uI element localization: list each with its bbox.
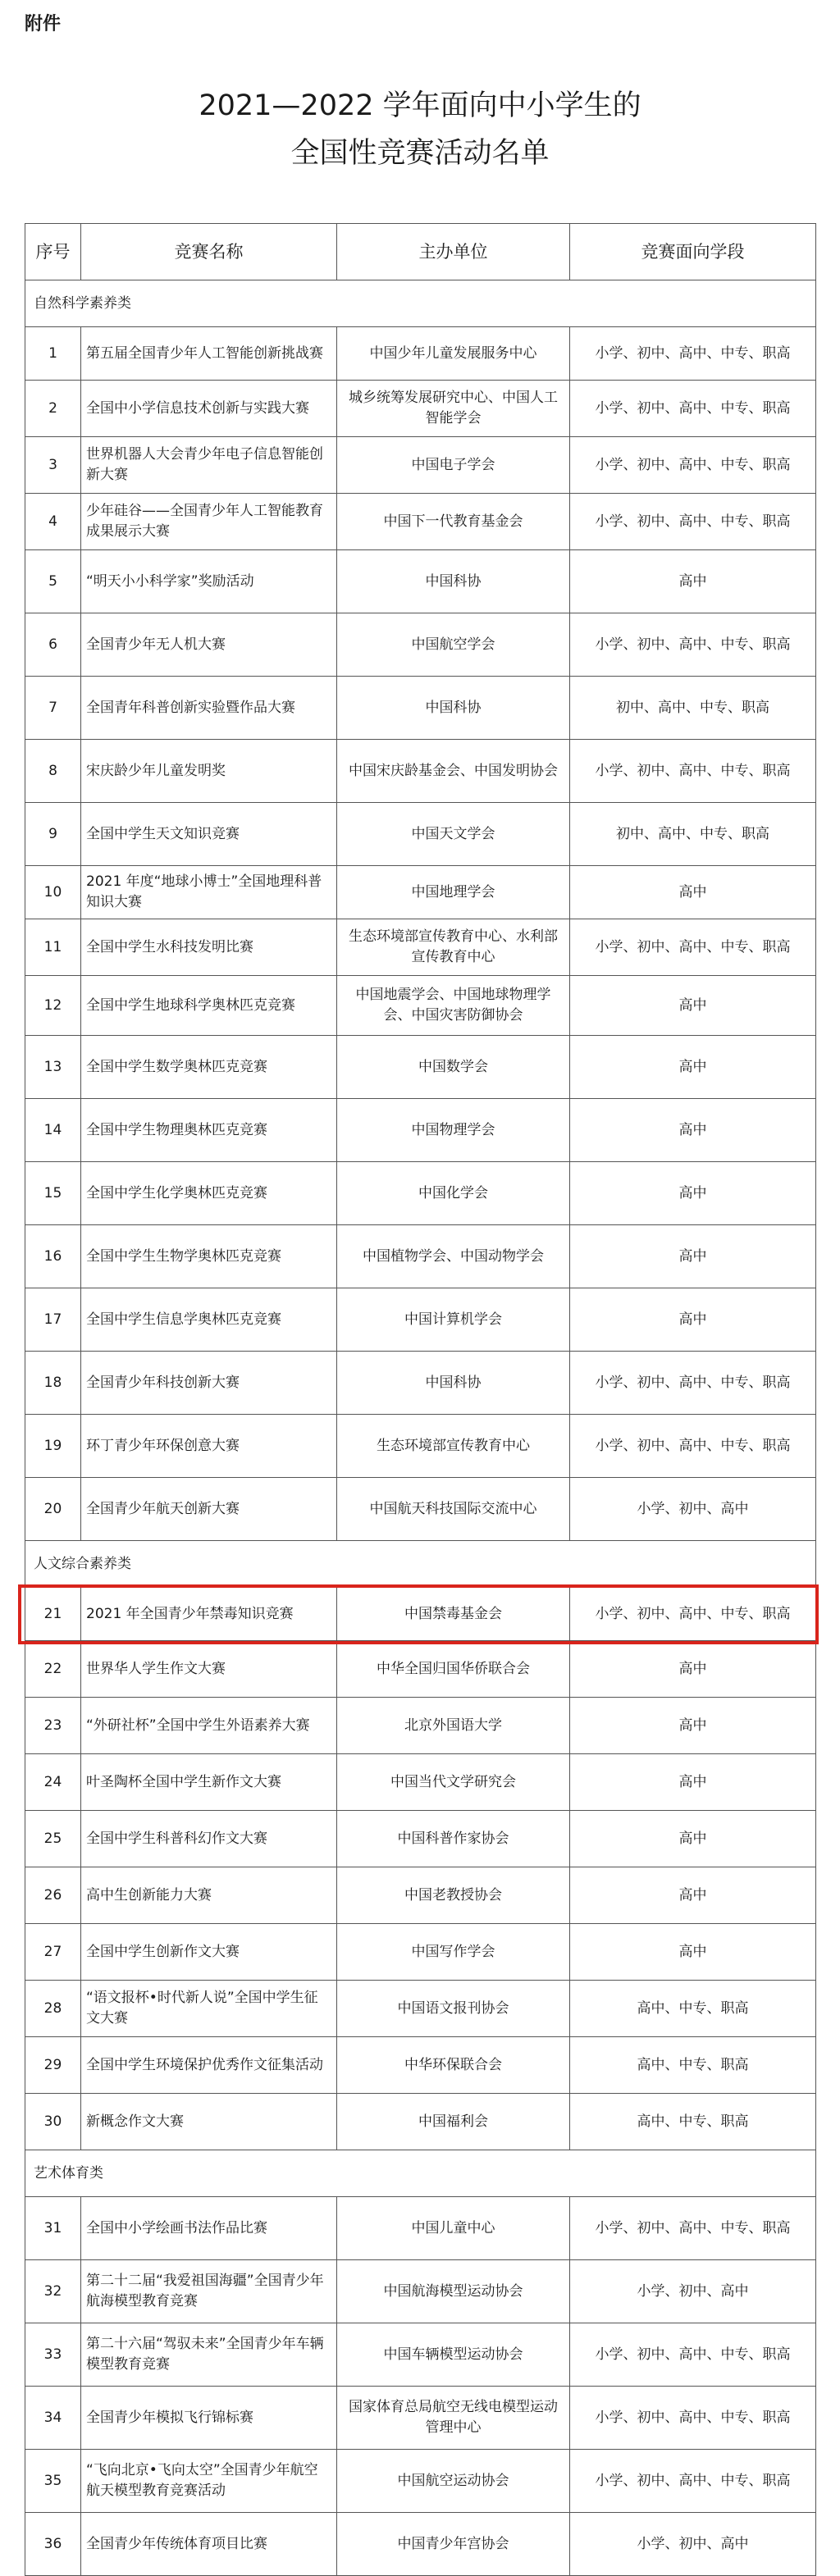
cell-level: 小学、初中、高中、中专、职高	[570, 2387, 816, 2450]
cell-organizer: 中国写作学会	[337, 1924, 570, 1981]
cell-number: 22	[25, 1641, 81, 1698]
cell-number: 27	[25, 1924, 81, 1981]
table-row	[25, 613, 816, 677]
cell-organizer: 中国电子学会	[337, 437, 570, 494]
cell-number: 9	[25, 803, 81, 866]
category-row	[25, 1541, 816, 1588]
cell-level: 小学、初中、高中、中专、职高	[570, 2197, 816, 2260]
table-row	[25, 866, 816, 919]
cell-competition-name: 全国中学生数学奥林匹克竞赛	[81, 1036, 337, 1099]
table-row	[25, 1924, 816, 1981]
category-row	[25, 2150, 816, 2197]
table-row	[25, 2450, 816, 2513]
cell-number: 31	[25, 2197, 81, 2260]
table-row	[25, 740, 816, 803]
cell-competition-name: “语文报杯•时代新人说”全国中学生征文大赛	[81, 1981, 337, 2037]
title-line-1: 2021—2022 学年面向中小学生的	[199, 89, 641, 122]
cell-competition-name: 第二十二届“我爱祖国海疆”全国青少年航海模型教育竞赛	[81, 2260, 337, 2323]
table-row	[25, 1415, 816, 1478]
table-row	[25, 1867, 816, 1924]
title-line-2: 全国性竞赛活动名单	[290, 137, 550, 170]
cell-number: 32	[25, 2260, 81, 2323]
cell-organizer: 中国植物学会、中国动物学会	[337, 1225, 570, 1288]
table-row	[25, 1162, 816, 1225]
category-row	[25, 280, 816, 327]
cell-competition-name: 全国中学生科普科幻作文大赛	[81, 1811, 337, 1867]
table-row	[25, 1099, 816, 1162]
cell-level: 小学、初中、高中	[570, 2513, 816, 2576]
cell-level: 高中	[570, 976, 816, 1036]
cell-number: 19	[25, 1415, 81, 1478]
cell-organizer: 北京外国语大学	[337, 1698, 570, 1754]
cell-competition-name: 新概念作文大赛	[81, 2094, 337, 2150]
table-row	[25, 2037, 816, 2094]
cell-number: 7	[25, 677, 81, 740]
cell-competition-name: “明天小小科学家”奖励活动	[81, 550, 337, 613]
cell-organizer: 中国科协	[337, 550, 570, 613]
table-row	[25, 550, 816, 613]
cell-number: 4	[25, 494, 81, 550]
cell-level: 高中、中专、职高	[570, 2094, 816, 2150]
cell-competition-name: 全国青年科普创新实验暨作品大赛	[81, 677, 337, 740]
cell-organizer: 中国航空运动协会	[337, 2450, 570, 2513]
cell-competition-name: 全国中小学信息技术创新与实践大赛	[81, 381, 337, 437]
cell-competition-name: 世界华人学生作文大赛	[81, 1641, 337, 1698]
table-row	[25, 919, 816, 976]
cell-competition-name: “飞向北京•飞向太空”全国青少年航空航天模型教育竞赛活动	[81, 2450, 337, 2513]
table-row	[25, 803, 816, 866]
competition-table	[25, 223, 816, 2576]
cell-competition-name: 宋庆龄少年儿童发明奖	[81, 740, 337, 803]
cell-competition-name: 2021 年度“地球小博士”全国地理科普知识大赛	[81, 866, 337, 919]
cell-organizer: 城乡统筹发展研究中心、中国人工智能学会	[337, 381, 570, 437]
table-row	[25, 1641, 816, 1698]
cell-competition-name: 叶圣陶杯全国中学生新作文大赛	[81, 1754, 337, 1811]
table-row	[25, 1588, 816, 1641]
cell-number: 8	[25, 740, 81, 803]
cell-organizer: 中国航天科技国际交流中心	[337, 1478, 570, 1541]
cell-number: 34	[25, 2387, 81, 2450]
table-row	[25, 1478, 816, 1541]
cell-level: 高中、中专、职高	[570, 1981, 816, 2037]
cell-number: 1	[25, 327, 81, 381]
cell-competition-name: 全国青少年航天创新大赛	[81, 1478, 337, 1541]
table-row	[25, 976, 816, 1036]
table-row	[25, 2513, 816, 2576]
category-label: 自然科学素养类	[25, 280, 816, 327]
cell-competition-name: “外研社杯”全国中学生外语素养大赛	[81, 1698, 337, 1754]
cell-organizer: 中国航海模型运动协会	[337, 2260, 570, 2323]
cell-level: 小学、初中、高中、中专、职高	[570, 1588, 816, 1641]
cell-competition-name: 第五届全国青少年人工智能创新挑战赛	[81, 327, 337, 381]
cell-organizer: 中国航空学会	[337, 613, 570, 677]
cell-competition-name: 全国中学生创新作文大赛	[81, 1924, 337, 1981]
cell-number: 11	[25, 919, 81, 976]
cell-number: 12	[25, 976, 81, 1036]
cell-organizer: 中国语文报刊协会	[337, 1981, 570, 2037]
cell-organizer: 中国科普作家协会	[337, 1811, 570, 1867]
cell-level: 高中	[570, 1754, 816, 1811]
cell-competition-name: 第二十六届“驾驭未来”全国青少年车辆模型教育竞赛	[81, 2323, 337, 2387]
cell-organizer: 中国禁毒基金会	[337, 1588, 570, 1641]
cell-competition-name: 全国青少年无人机大赛	[81, 613, 337, 677]
cell-organizer: 中国儿童中心	[337, 2197, 570, 2260]
table-row	[25, 1754, 816, 1811]
cell-level: 高中	[570, 1162, 816, 1225]
cell-organizer: 中国宋庆龄基金会、中国发明协会	[337, 740, 570, 803]
cell-level: 高中	[570, 1099, 816, 1162]
table-row	[25, 677, 816, 740]
cell-organizer: 中国数学会	[337, 1036, 570, 1099]
cell-number: 24	[25, 1754, 81, 1811]
table-row	[25, 1698, 816, 1754]
cell-number: 18	[25, 1352, 81, 1415]
cell-competition-name: 高中生创新能力大赛	[81, 1867, 337, 1924]
cell-organizer: 中华环保联合会	[337, 2037, 570, 2094]
cell-organizer: 中国地理学会	[337, 866, 570, 919]
cell-level: 小学、初中、高中、中专、职高	[570, 919, 816, 976]
cell-organizer: 中国车辆模型运动协会	[337, 2323, 570, 2387]
cell-competition-name: 全国中学生水科技发明比赛	[81, 919, 337, 976]
category-label: 艺术体育类	[25, 2150, 816, 2197]
cell-level: 小学、初中、高中、中专、职高	[570, 740, 816, 803]
cell-level: 高中	[570, 1698, 816, 1754]
table-row	[25, 1811, 816, 1867]
cell-organizer: 中华全国归国华侨联合会	[337, 1641, 570, 1698]
header-name: 竞赛名称	[81, 224, 337, 280]
cell-competition-name: 全国青少年传统体育项目比赛	[81, 2513, 337, 2576]
table-body	[25, 280, 816, 2576]
cell-organizer: 中国地震学会、中国地球物理学会、中国灾害防御协会	[337, 976, 570, 1036]
category-label: 人文综合素养类	[25, 1541, 816, 1588]
cell-number: 29	[25, 2037, 81, 2094]
cell-number: 21	[25, 1588, 81, 1641]
header-org: 主办单位	[337, 224, 570, 280]
cell-number: 6	[25, 613, 81, 677]
table-row	[25, 2260, 816, 2323]
cell-organizer: 生态环境部宣传教育中心	[337, 1415, 570, 1478]
cell-level: 小学、初中、高中、中专、职高	[570, 1415, 816, 1478]
cell-level: 初中、高中、中专、职高	[570, 803, 816, 866]
cell-competition-name: 全国中小学绘画书法作品比赛	[81, 2197, 337, 2260]
cell-level: 小学、初中、高中、中专、职高	[570, 2323, 816, 2387]
cell-level: 高中	[570, 1867, 816, 1924]
cell-competition-name: 全国中学生化学奥林匹克竞赛	[81, 1162, 337, 1225]
cell-number: 33	[25, 2323, 81, 2387]
cell-level: 高中	[570, 1924, 816, 1981]
cell-level: 高中	[570, 1288, 816, 1352]
cell-organizer: 中国福利会	[337, 2094, 570, 2150]
cell-number: 10	[25, 866, 81, 919]
table-row	[25, 2094, 816, 2150]
table-header-row	[25, 224, 816, 280]
cell-competition-name: 世界机器人大会青少年电子信息智能创新大赛	[81, 437, 337, 494]
cell-level: 小学、初中、高中、中专、职高	[570, 327, 816, 381]
cell-number: 5	[25, 550, 81, 613]
cell-number: 20	[25, 1478, 81, 1541]
table-row	[25, 327, 816, 381]
cell-level: 高中	[570, 1811, 816, 1867]
cell-number: 3	[25, 437, 81, 494]
cell-level: 初中、高中、中专、职高	[570, 677, 816, 740]
cell-number: 13	[25, 1036, 81, 1099]
cell-competition-name: 少年硅谷——全国青少年人工智能教育成果展示大赛	[81, 494, 337, 550]
cell-number: 2	[25, 381, 81, 437]
cell-organizer: 中国科协	[337, 1352, 570, 1415]
cell-organizer: 中国青少年宫协会	[337, 2513, 570, 2576]
cell-level: 小学、初中、高中	[570, 2260, 816, 2323]
table-row	[25, 494, 816, 550]
cell-competition-name: 全国中学生物理奥林匹克竞赛	[81, 1099, 337, 1162]
cell-number: 16	[25, 1225, 81, 1288]
cell-level: 高中	[570, 550, 816, 613]
cell-competition-name: 全国青少年科技创新大赛	[81, 1352, 337, 1415]
cell-competition-name: 全国青少年模拟飞行锦标赛	[81, 2387, 337, 2450]
cell-organizer: 中国老教授协会	[337, 1867, 570, 1924]
cell-level: 高中	[570, 1641, 816, 1698]
cell-competition-name: 环丁青少年环保创意大赛	[81, 1415, 337, 1478]
cell-level: 小学、初中、高中、中专、职高	[570, 613, 816, 677]
cell-organizer: 中国下一代教育基金会	[337, 494, 570, 550]
table-row	[25, 437, 816, 494]
cell-organizer: 中国计算机学会	[337, 1288, 570, 1352]
table-row	[25, 1981, 816, 2037]
cell-level: 小学、初中、高中、中专、职高	[570, 381, 816, 437]
cell-number: 17	[25, 1288, 81, 1352]
cell-number: 26	[25, 1867, 81, 1924]
cell-organizer: 中国当代文学研究会	[337, 1754, 570, 1811]
table-row	[25, 1288, 816, 1352]
cell-level: 高中	[570, 1036, 816, 1099]
table-row	[25, 381, 816, 437]
table-row	[25, 1352, 816, 1415]
cell-level: 小学、初中、高中、中专、职高	[570, 1352, 816, 1415]
cell-organizer: 中国化学会	[337, 1162, 570, 1225]
cell-organizer: 中国天文学会	[337, 803, 570, 866]
cell-number: 35	[25, 2450, 81, 2513]
table-row	[25, 2197, 816, 2260]
cell-number: 36	[25, 2513, 81, 2576]
cell-competition-name: 全国中学生天文知识竞赛	[81, 803, 337, 866]
cell-number: 28	[25, 1981, 81, 2037]
cell-level: 小学、初中、高中、中专、职高	[570, 437, 816, 494]
cell-organizer: 生态环境部宣传教育中心、水利部宣传教育中心	[337, 919, 570, 976]
cell-competition-name: 全国中学生生物学奥林匹克竞赛	[81, 1225, 337, 1288]
cell-level: 小学、初中、高中、中专、职高	[570, 2450, 816, 2513]
cell-competition-name: 全国中学生地球科学奥林匹克竞赛	[81, 976, 337, 1036]
cell-competition-name: 全国中学生环境保护优秀作文征集活动	[81, 2037, 337, 2094]
table-row	[25, 2323, 816, 2387]
cell-number: 14	[25, 1099, 81, 1162]
cell-organizer: 国家体育总局航空无线电模型运动管理中心	[337, 2387, 570, 2450]
header-level: 竞赛面向学段	[570, 224, 816, 280]
attachment-label: 附件	[25, 14, 62, 34]
table-row	[25, 2387, 816, 2450]
cell-level: 高中	[570, 866, 816, 919]
header-no: 序号	[25, 224, 81, 280]
cell-organizer: 中国科协	[337, 677, 570, 740]
cell-level: 高中、中专、职高	[570, 2037, 816, 2094]
cell-number: 15	[25, 1162, 81, 1225]
cell-number: 25	[25, 1811, 81, 1867]
cell-organizer: 中国少年儿童发展服务中心	[337, 327, 570, 381]
cell-number: 23	[25, 1698, 81, 1754]
cell-level: 小学、初中、高中	[570, 1478, 816, 1541]
cell-competition-name: 2021 年全国青少年禁毒知识竞赛	[81, 1588, 337, 1641]
cell-level: 高中	[570, 1225, 816, 1288]
table-row	[25, 1036, 816, 1099]
cell-organizer: 中国物理学会	[337, 1099, 570, 1162]
table-row	[25, 1225, 816, 1288]
cell-number: 30	[25, 2094, 81, 2150]
page-title	[0, 82, 840, 177]
cell-level: 小学、初中、高中、中专、职高	[570, 494, 816, 550]
cell-competition-name: 全国中学生信息学奥林匹克竞赛	[81, 1288, 337, 1352]
